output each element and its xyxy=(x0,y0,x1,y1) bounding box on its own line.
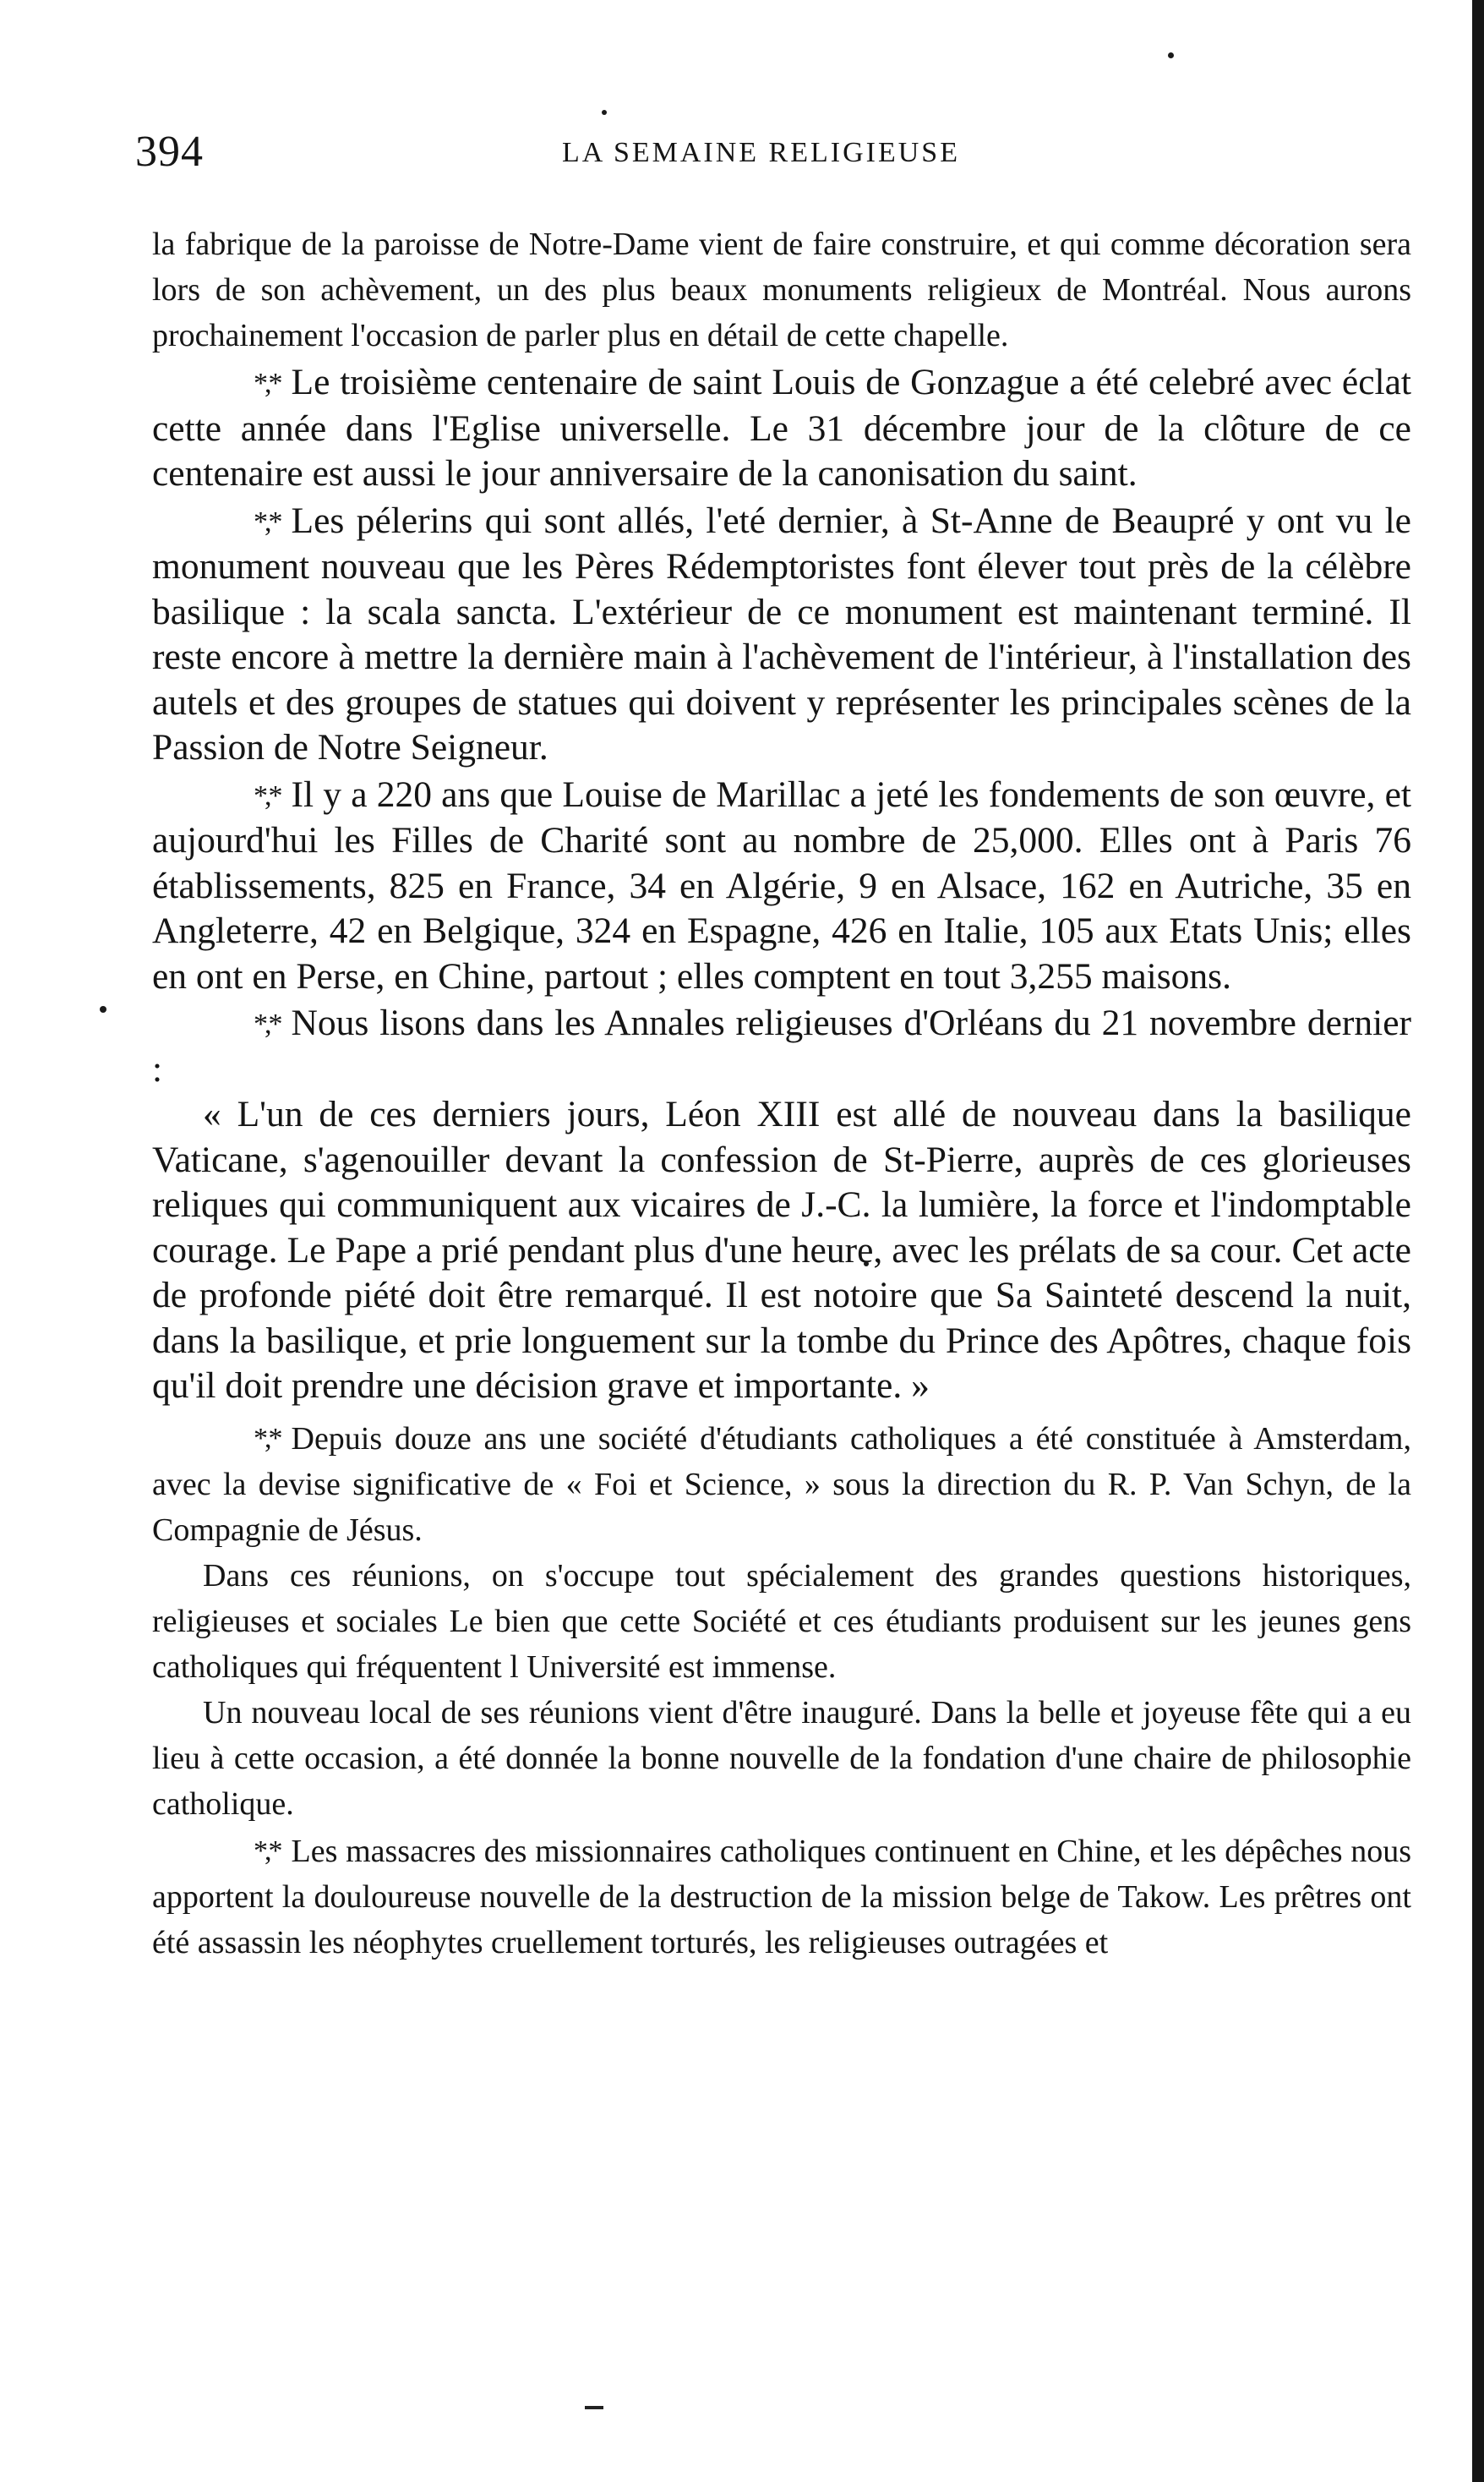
speck-mark xyxy=(100,1006,106,1013)
page-number: 394 xyxy=(135,128,204,176)
page-header xyxy=(135,127,1310,186)
speck-mark xyxy=(602,110,607,115)
page-edge-shadow xyxy=(1472,0,1484,2482)
paragraph-text: Le troisième centenaire de saint Louis de Gonzague a été celebré avec éclat cette année dans l'Eglise universelle. Le 31 décembre jour de la clôture de ce centenaire est aussi le jour anniversaire de la canonisation du saint. xyxy=(152,362,1411,494)
paragraph-text: Nous lisons dans les Annales religieuses d'Orléans du 21 novembre dernier : xyxy=(152,1003,1411,1090)
paragraph-text: Dans ces réunions, on s'occupe tout spécialement des grandes questions historiques, religieuses et sociales Le bien que cette Société et ces étudiants produisent sur les jeunes gens catholiques qui fréquentent l Université est immense. xyxy=(152,1557,1411,1685)
paragraph-gonzague xyxy=(152,360,1411,497)
paragraph-reunions xyxy=(152,1553,1411,1690)
paragraph-text: « L'un de ces derniers jours, Léon XIII est allé de nouveau dans la basilique Vaticane, s'agenouiller devant la confession de St-Pierre, auprès de ces glorieuses reliques qui communiquent aux vicaires de J.-C. la lumière, la force et l'indomptable courage. Le Pape a prié pendant plus d'une heure, avec les prélats de sa cour. Cet acte de profonde piété doit être remarqué. Il est notoire que Sa Sainteté descend la nuit, dans la basilique, et prie longuement sur la tombe du Prince des Apôtres, chaque fois qu'il doit prendre une décision grave et importante. » xyxy=(152,1094,1411,1406)
paragraph-text: la fabrique de la paroisse de Notre-Dame vient de faire construire, et qui comme décoration sera lors de son achèvement, un des plus beaux monuments religieux de Montréal. Nous aurons prochainement l'occasion de parler plus en détail de cette chapelle. xyxy=(152,227,1411,353)
footer-dash-mark xyxy=(585,2406,603,2409)
paragraph-text: Les pélerins qui sont allés, l'eté dernier, à St-Anne de Beaupré y ont vu le monument nouveau que les Pères Rédemptoristes font élever tout près de la célèbre basilique : la scala sancta. L'extérieur de ce monument est maintenant terminé. Il reste encore à mettre la dernière main à l'achèvement de l'intérieur, à l'installation des autels et des groupes de statues qui doivent y représenter les principales scènes de la Passion de Notre Seigneur. xyxy=(152,500,1411,768)
asterism-icon: *,* xyxy=(254,779,280,812)
paragraph-text: Un nouveau local de ses réunions vient d'être inauguré. Dans la belle et joyeuse fête qui a eu lieu à cette occasion, a été donnée la bonne nouvelle de la fondation d'une chaire de philosophie catholique. xyxy=(152,1694,1411,1822)
paragraph-text: Les massacres des missionnaires catholiques continuent en Chine, et les dépêches nous apportent la douloureuse nouvelle de la destruction de la mission belge de Takow. Les prêtres ont été assassin les néophytes cruellement torturés, les religieuses outragées et xyxy=(152,1833,1411,1960)
article-body xyxy=(152,221,1411,1965)
paragraph-text: Depuis douze ans une société d'étudiants catholiques a été constituée à Amsterdam, avec la devise significative de « Foi et Science, » sous la direction du R. P. Van Schyn, de la Compagnie de Jésus. xyxy=(152,1420,1411,1548)
asterism-icon: *,* xyxy=(254,1834,280,1867)
paragraph-annales xyxy=(152,1001,1411,1092)
running-head: LA SEMAINE RELIGIEUSE xyxy=(562,137,960,168)
asterism-icon: *,* xyxy=(254,368,280,399)
paragraph-filles-de-charite xyxy=(152,773,1411,1000)
speck-mark xyxy=(1168,52,1174,58)
paragraph-amsterdam xyxy=(152,1416,1411,1553)
paragraph-text: Il y a 220 ans que Louise de Marillac a jeté les fondements de son œuvre, et aujourd'hui les Filles de Charité sont au nombre de 25,000. Elles ont à Paris 76 établissements, 825 en France, 34 en Algérie, 9 en Alsace, 162 en Autriche, 35 en Angleterre, 42 en Belgique, 324 en Espagne, 426 en Italie, 105 aux Etats Unis; elles en ont en Perse, en Chine, partout ; elles comptent en tout 3,255 maisons. xyxy=(152,774,1411,997)
asterism-icon: *,* xyxy=(254,1422,280,1454)
paragraph-beaupre xyxy=(152,499,1411,771)
paragraph-leon-xiii-quote xyxy=(152,1092,1411,1409)
asterism-icon: *,* xyxy=(254,506,280,538)
paragraph-chapel xyxy=(152,221,1411,358)
paragraph-nouveau-local xyxy=(152,1690,1411,1827)
asterism-icon: *,* xyxy=(254,1009,280,1040)
paragraph-chine xyxy=(152,1829,1411,1965)
